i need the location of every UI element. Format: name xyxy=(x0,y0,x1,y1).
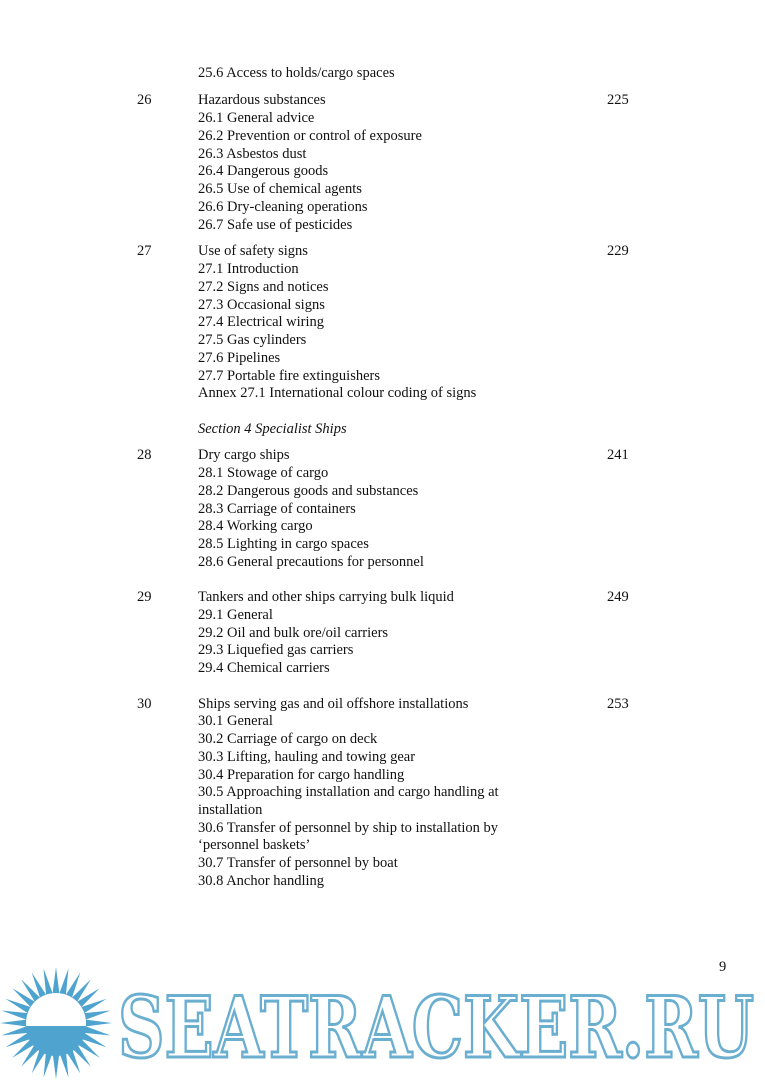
chapter-number: 29 xyxy=(137,589,152,605)
toc-item: 28.5 Lighting in cargo spaces xyxy=(198,536,369,552)
toc-item: 28.1 Stowage of cargo xyxy=(198,465,329,481)
toc-item: 29.2 Oil and bulk ore/oil carriers xyxy=(198,625,389,641)
toc-item: 28.4 Working cargo xyxy=(198,518,313,534)
toc-item: 29.3 Liquefied gas carriers xyxy=(198,642,354,658)
toc-item: 30.4 Preparation for cargo handling xyxy=(198,767,405,783)
toc-item: 27.3 Occasional signs xyxy=(198,297,325,313)
toc-item: 26.6 Dry-cleaning operations xyxy=(198,199,368,215)
sun-logo-icon xyxy=(0,968,112,1079)
chapter-title: Ships serving gas and oil offshore installations xyxy=(198,696,469,712)
watermark-text: SEATRACKER.RU xyxy=(118,978,754,1077)
toc-item: 26.3 Asbestos dust xyxy=(198,146,307,162)
toc-item: 28.3 Carriage of containers xyxy=(198,501,356,517)
chapter-title: Use of safety signs xyxy=(198,243,308,259)
toc-item: 28.2 Dangerous goods and substances xyxy=(198,483,419,499)
toc-item: 30.8 Anchor handling xyxy=(198,873,325,889)
toc-item: 26.4 Dangerous goods xyxy=(198,163,329,179)
seatracker-watermark xyxy=(0,968,765,1083)
toc-item-continuation: ‘personnel baskets’ xyxy=(198,837,311,853)
toc-item-continuation: installation xyxy=(198,802,263,818)
toc-item: 27.4 Electrical wiring xyxy=(198,314,325,330)
toc-item: 28.6 General precautions for personnel xyxy=(198,554,424,570)
page-number: 9 xyxy=(719,959,727,975)
toc-item: 26.7 Safe use of pesticides xyxy=(198,217,353,233)
toc-item: 27.2 Signs and notices xyxy=(198,279,329,295)
toc-item: 30.2 Carriage of cargo on deck xyxy=(198,731,378,747)
chapter-number: 26 xyxy=(137,92,152,108)
chapter-page: 249 xyxy=(607,589,629,605)
chapter-number: 27 xyxy=(137,243,152,259)
toc-item: 30.5 Approaching installation and cargo handling at xyxy=(198,784,499,800)
chapter-number: 28 xyxy=(137,447,152,463)
toc-item: 30.3 Lifting, hauling and towing gear xyxy=(198,749,416,765)
toc-item: 29.4 Chemical carriers xyxy=(198,660,330,676)
toc-item: 26.1 General advice xyxy=(198,110,315,126)
toc-item: 26.5 Use of chemical agents xyxy=(198,181,362,197)
toc-item: 29.1 General xyxy=(198,607,273,623)
chapter-page: 253 xyxy=(607,696,629,712)
chapter-page: 225 xyxy=(607,92,629,108)
toc-item: 27.7 Portable fire extinguishers xyxy=(198,368,381,384)
toc-item: 25.6 Access to holds/cargo spaces xyxy=(198,65,395,81)
chapter-title: Dry cargo ships xyxy=(198,447,290,463)
chapter-page: 229 xyxy=(607,243,629,259)
chapter-title: Tankers and other ships carrying bulk liquid xyxy=(198,589,454,605)
toc-item: 30.1 General xyxy=(198,713,273,729)
toc-item: 30.7 Transfer of personnel by boat xyxy=(198,855,398,871)
toc-item: 27.6 Pipelines xyxy=(198,350,281,366)
section-heading: Section 4 Specialist Ships xyxy=(198,421,347,437)
toc-item: 27.5 Gas cylinders xyxy=(198,332,307,348)
chapter-page: 241 xyxy=(607,447,629,463)
toc-item: 27.1 Introduction xyxy=(198,261,299,277)
chapter-title: Hazardous substances xyxy=(198,92,326,108)
toc-item: 30.6 Transfer of personnel by ship to installation by xyxy=(198,820,499,836)
chapter-number: 30 xyxy=(137,696,152,712)
toc-item: 26.2 Prevention or control of exposure xyxy=(198,128,422,144)
toc-annex: Annex 27.1 International colour coding of signs xyxy=(198,385,477,401)
